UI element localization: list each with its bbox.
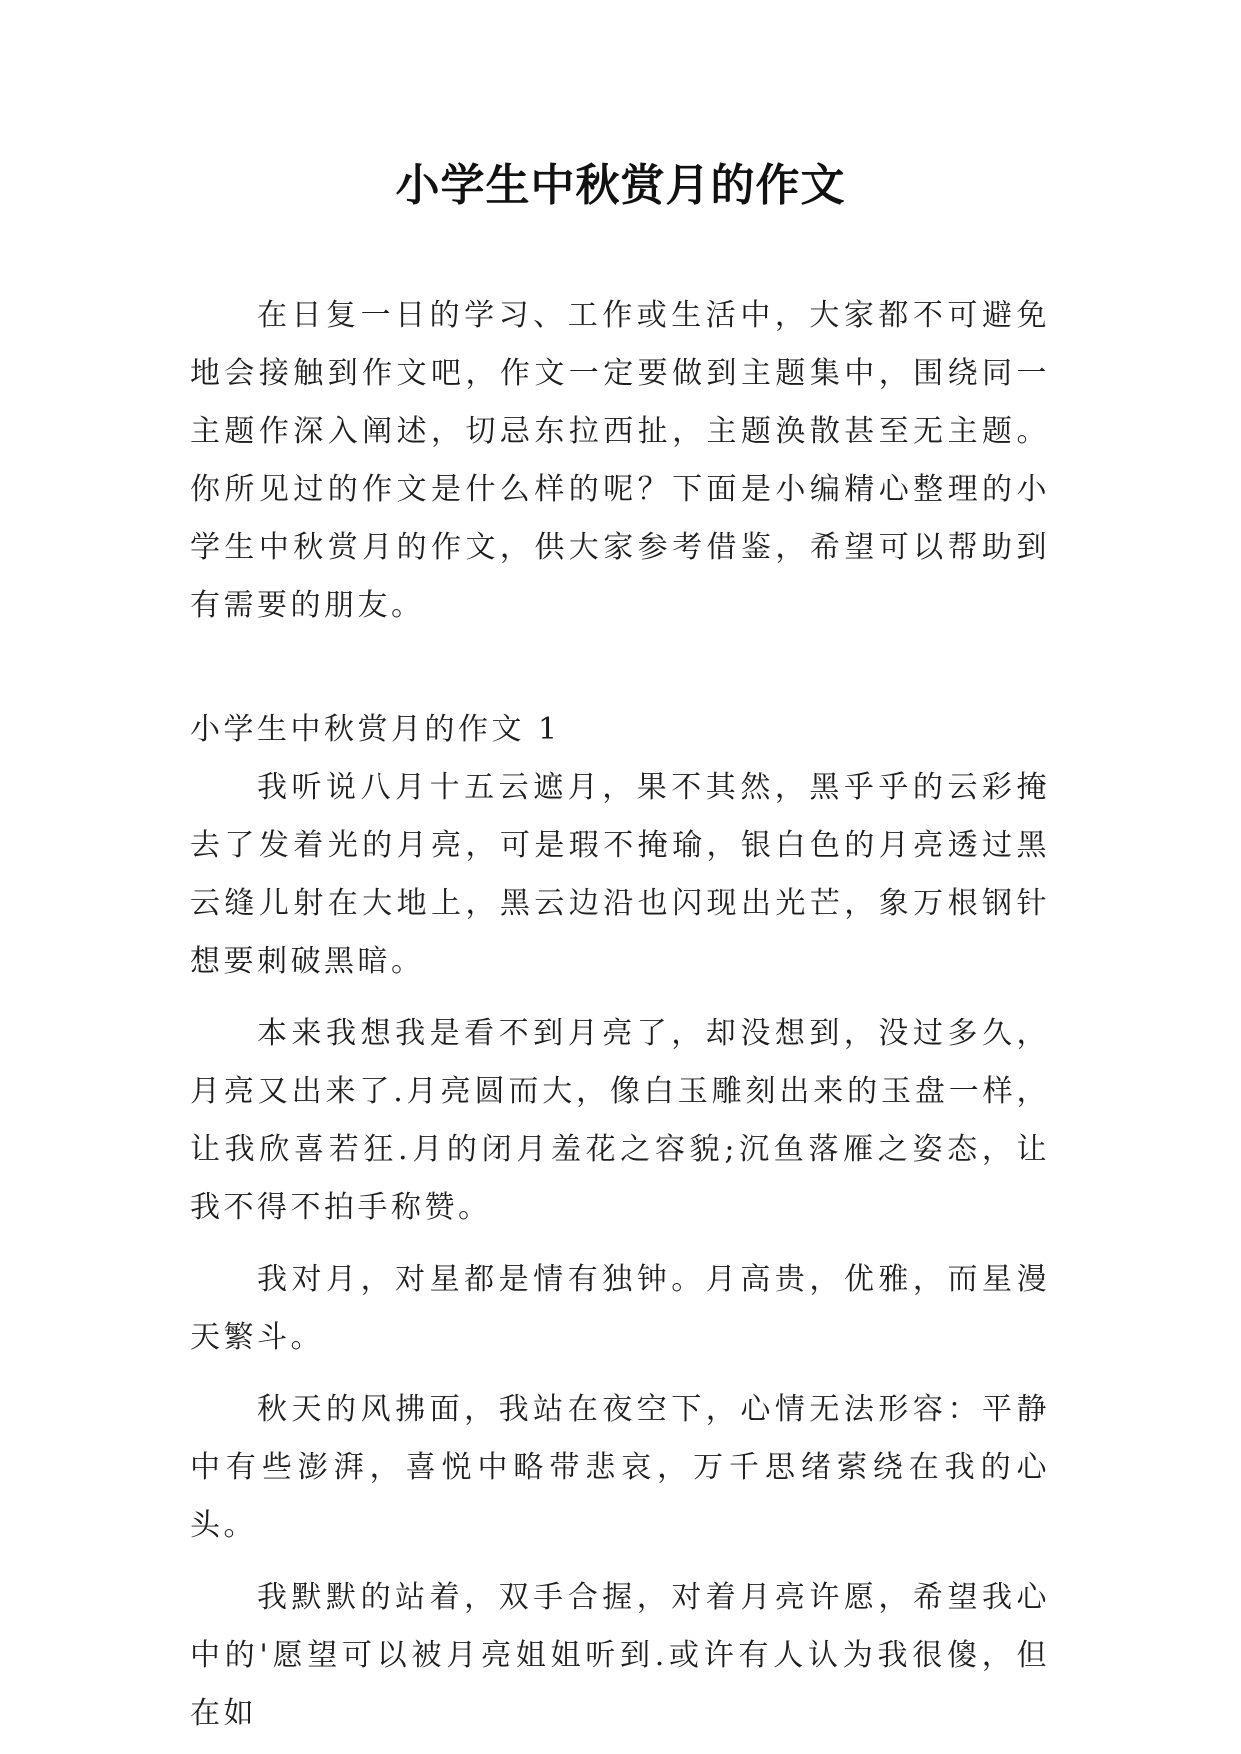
essay-body [190,759,1050,1743]
intro-paragraph: 在日复一日的学习、工作或生活中，大家都不可避免地会接触到作文吧，作文一定要做到主题集中，围绕同一主题作深入阐述，切忌东拉西扯，主题涣散甚至无主题。你所见过的作文是什么样的呢？下面是小编精心整理的小学生中秋赏月的作文，供大家参考借鉴，希望可以帮助到有需要的朋友。 [190,298,1050,623]
document-title: 小学生中秋赏月的作文 [395,160,846,211]
essay-paragraph: 秋天的风拂面，我站在夜空下，心情无法形容：平静中有些澎湃，喜悦中略带悲哀，万千思绪萦绕在我的心头。 [190,1392,1050,1543]
essay-paragraph: 我对月，对星都是情有独钟。月高贵，优雅，而星漫天繁斗。 [190,1262,1050,1355]
essay-paragraph: 我默默的站着，双手合握，对着月亮许愿，希望我心中的'愿望可以被月亮姐姐听到.或许有人认为我很傻，但在如 [190,1580,1050,1731]
essay-paragraph: 本来我想我是看不到月亮了，却没想到，没过多久，月亮又出来了.月亮圆而大，像白玉雕刻出来的玉盘一样，让我欣喜若狂.月的闭月羞花之容貌;沉鱼落雁之姿态，让我不得不拍手称赞。 [190,1016,1050,1225]
essay-paragraph: 我听说八月十五云遮月，果不其然，黑乎乎的云彩掩去了发着光的月亮，可是瑕不掩瑜，银白色的月亮透过黑云缝儿射在大地上，黑云边沿也闪现出光芒，象万根钢针想要刺破黑暗。 [190,770,1050,979]
section-heading: 小学生中秋赏月的作文 1 [190,712,561,747]
intro-section [190,287,1050,635]
